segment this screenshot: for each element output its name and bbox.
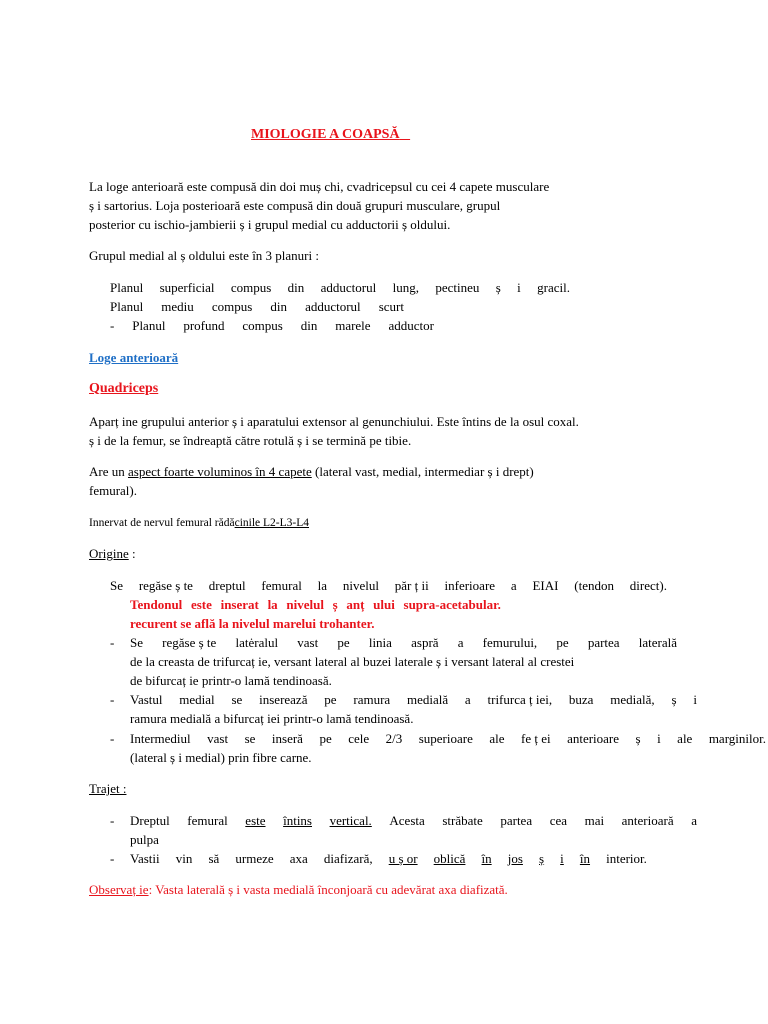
para2-line-2: femural). [89,483,138,498]
word: vast [207,731,229,746]
word: ș [332,597,338,612]
word: Intermediul [130,731,191,746]
word: EIAI [532,578,559,593]
heading-loge-anterioara: Loge anterioară [89,350,179,365]
word: marginilor. [708,731,766,746]
word: latėralul [235,635,279,650]
word: anterioară [621,813,674,828]
word: inserat [220,597,259,612]
word: să [208,851,220,866]
word: i [560,851,564,866]
word: anterioare [567,731,620,746]
origin-red-line-2: recurent se află la nivelul marelui trohanter. [130,616,375,631]
word: inserează [259,692,308,707]
word: a [691,813,697,828]
intro-line-1: La loge anterioară este compusă din doi muș chi, cvadricepsul cu cei 4 capete musculare [89,179,550,194]
word: trifurca ț iei, [487,692,553,707]
word: linia [368,635,392,650]
origin-item-1-line-3: de bifurcaț ie printr-o lamă tendinoasă. [130,673,332,688]
word: Acesta [389,813,425,828]
word: laterală [638,635,677,650]
trajet-item-1-line-2: pulpa [130,832,159,847]
word: dreptul [208,578,246,593]
word: nivelul [342,578,379,593]
word: pe [337,635,350,650]
origin-item-1-line-1 [130,635,677,651]
word: din [300,318,318,333]
word: din [270,299,287,314]
word: vin [175,851,193,866]
word: i [517,280,521,295]
trajet-item-1-line-1 [130,813,697,829]
word: întins [283,813,312,828]
origin-item-1-bullet: - [110,635,115,650]
word: pe [556,635,569,650]
word: i [693,692,697,707]
word: axa [289,851,308,866]
origin-line-1 [110,578,667,594]
word: - [110,318,115,333]
word: vast [297,635,319,650]
word: Planul [110,299,144,314]
word: Vastii [130,851,160,866]
word: femural [261,578,302,593]
origin-red-line-1 [130,597,501,613]
word: pectineu [435,280,480,295]
word: mai [584,813,605,828]
word: păr ț ii [394,578,429,593]
word: u ș or [388,851,418,866]
word: ului [373,597,395,612]
word: medială, [610,692,655,707]
word: scurt [378,299,404,314]
word: marele [335,318,371,333]
word: buza [568,692,594,707]
innervation-line: Innervat de nervul femural rădăcinile L2-L3-L4 [89,517,309,529]
word: se [244,731,256,746]
word: ale [489,731,505,746]
word: vertical. [329,813,372,828]
word: oblică [433,851,466,866]
plane-superficial [110,280,570,296]
trajet-label: Trajet : [89,781,127,796]
word: Se [130,635,143,650]
intro-line-2: ș i sartorius. Loja posterioară este compusă din două grupuri musculare, grupul [89,198,501,213]
word: se [231,692,243,707]
word: este [245,813,266,828]
word: compus [230,280,272,295]
word: regăse ș te [162,635,217,650]
word: inferioare [444,578,496,593]
word: inseră [271,731,303,746]
word: Vastul [130,692,163,707]
origin-item-1-line-2: de la creasta de trifurcaț ie, versant lateral al buzei laterale ș i versant lateral al crestei [130,654,575,669]
word: la [267,597,278,612]
word: la [317,578,328,593]
word: 2/3 [385,731,403,746]
word: pe [319,731,332,746]
word: este [190,597,212,612]
word: Planul [132,318,166,333]
para1-line-2: ș i de la femur, se îndreaptă către rotulă ș i se termină pe tibie. [89,433,412,448]
word: Planul [110,280,144,295]
word: compus [242,318,283,333]
word: mediu [161,299,194,314]
word: ș [635,731,641,746]
word: regăse ș te [138,578,193,593]
word: ș [671,692,677,707]
para2-line-1: Are un aspect foarte voluminos în 4 capete (lateral vast, medial, intermediar ș i drept) [89,464,534,479]
word: medial [179,692,215,707]
origin-label: Origine : [89,546,136,561]
page-title: MIOLOGIE A COAPSĂ [251,127,400,142]
word: adductor [388,318,434,333]
word: ramura [353,692,391,707]
word: ș [539,851,545,866]
word: gracil. [537,280,570,295]
word: diafizară, [323,851,373,866]
word: pe [324,692,337,707]
word: compus [211,299,253,314]
origin-item-3-line-2: (lateral ș i medial) prin fibre carne. [130,750,312,765]
word: Se [110,578,123,593]
word: în [481,851,492,866]
word: ale [677,731,693,746]
word: lung, [392,280,419,295]
word: din [287,280,305,295]
observation-line: Observaț ie: Vasta laterală ș i vasta medială înconjoară cu adevărat axa diafizată. [89,882,508,897]
origin-item-3-bullet: - [110,731,115,746]
word: direct). [629,578,667,593]
word: nivelul [286,597,324,612]
word: Dreptul [130,813,170,828]
word: jos [507,851,523,866]
intro-line-3: posterior cu ischio-jambierii ș i grupul medial cu adductorii ș oldului. [89,217,451,232]
trajet-item-1-bullet: - [110,813,115,828]
word: profund [183,318,225,333]
word: anț [346,597,365,612]
word: adductorul [305,299,361,314]
para1-line-1: Aparț ine grupului anterior ș i aparatului extensor al genunchiului. Este întins de la osul coxal. [89,414,579,429]
word: a [510,578,517,593]
trajet-item-2-bullet: - [110,851,115,866]
medial-group-intro: Grupul medial al ș oldului este în 3 planuri : [89,248,319,263]
word: femural [187,813,228,828]
origin-item-3-line-1 [130,731,766,747]
word: cele [348,731,370,746]
word: (tendon [574,578,614,593]
word: ș [495,280,501,295]
word: a [457,635,464,650]
word: Tendonul [130,597,183,612]
word: străbate [442,813,483,828]
word: urmeze [235,851,274,866]
word: femurului, [482,635,538,650]
word: medială [406,692,449,707]
word: în [579,851,591,866]
heading-quadriceps: Quadriceps [89,381,159,396]
word: fe ț ei [520,731,551,746]
word: a [464,692,471,707]
word: superioare [418,731,473,746]
word: aspră [411,635,439,650]
origin-item-2-bullet: - [110,692,115,707]
word: i [657,731,661,746]
plane-deep [110,318,434,334]
plane-medium [110,299,404,315]
origin-item-2-line-2: ramura medială a bifurcaț iei printr-o lamă tendinoasă. [130,711,414,726]
trajet-item-2-line-1 [130,851,647,867]
origin-item-2-line-1 [130,692,697,708]
word: supra-acetabular. [403,597,501,612]
word: partea [500,813,533,828]
word: cea [549,813,567,828]
word: adductorul [320,280,377,295]
word: partea [587,635,620,650]
word: interior. [606,851,647,866]
word: superficial [159,280,215,295]
